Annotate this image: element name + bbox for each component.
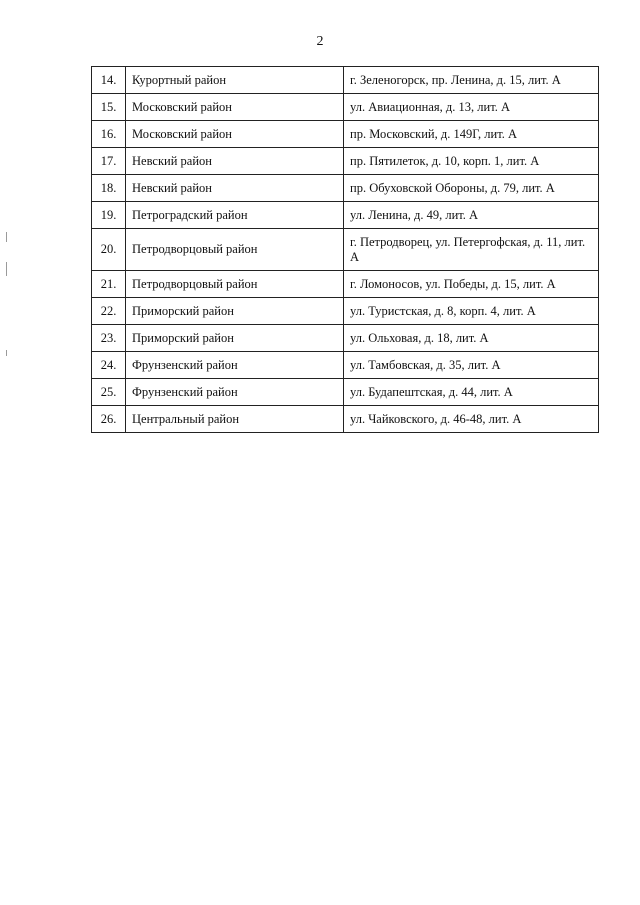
row-number: 19. [92, 202, 126, 229]
district-name: Петродворцовый район [126, 271, 344, 298]
district-name: Фрунзенский район [126, 352, 344, 379]
address: ул. Чайковского, д. 46-48, лит. А [344, 406, 599, 433]
row-number: 24. [92, 352, 126, 379]
district-name: Невский район [126, 175, 344, 202]
district-name: Центральный район [126, 406, 344, 433]
row-number: 21. [92, 271, 126, 298]
row-number: 22. [92, 298, 126, 325]
address: ул. Ленина, д. 49, лит. А [344, 202, 599, 229]
table-row [92, 271, 599, 298]
district-name: Петродворцовый район [126, 229, 344, 271]
row-number: 18. [92, 175, 126, 202]
table-row [92, 229, 599, 271]
row-number: 16. [92, 121, 126, 148]
district-name: Приморский район [126, 325, 344, 352]
scan-margin-mark [6, 262, 7, 276]
address: г. Петродворец, ул. Петергофская, д. 11, лит. А [344, 229, 599, 271]
table-row [92, 325, 599, 352]
table-row [92, 148, 599, 175]
table-row [92, 379, 599, 406]
scan-margin-mark [6, 350, 7, 356]
district-address-table [91, 66, 599, 433]
address: ул. Туристская, д. 8, корп. 4, лит. А [344, 298, 599, 325]
table-row [92, 67, 599, 94]
district-name: Невский район [126, 148, 344, 175]
address: г. Ломоносов, ул. Победы, д. 15, лит. А [344, 271, 599, 298]
table-row [92, 202, 599, 229]
table-row [92, 175, 599, 202]
address: пр. Пятилеток, д. 10, корп. 1, лит. А [344, 148, 599, 175]
row-number: 25. [92, 379, 126, 406]
table-row [92, 406, 599, 433]
address: пр. Обуховской Обороны, д. 79, лит. А [344, 175, 599, 202]
row-number: 17. [92, 148, 126, 175]
table-row [92, 352, 599, 379]
district-name: Курортный район [126, 67, 344, 94]
page-number: 2 [316, 34, 324, 49]
address: ул. Тамбовская, д. 35, лит. А [344, 352, 599, 379]
district-name: Московский район [126, 94, 344, 121]
row-number: 15. [92, 94, 126, 121]
row-number: 26. [92, 406, 126, 433]
address: г. Зеленогорск, пр. Ленина, д. 15, лит. А [344, 67, 599, 94]
row-number: 20. [92, 229, 126, 271]
address: ул. Будапештская, д. 44, лит. А [344, 379, 599, 406]
scan-margin-mark [6, 232, 7, 242]
district-name: Фрунзенский район [126, 379, 344, 406]
district-name: Московский район [126, 121, 344, 148]
table-row [92, 298, 599, 325]
row-number: 14. [92, 67, 126, 94]
table-row [92, 121, 599, 148]
table-row [92, 94, 599, 121]
row-number: 23. [92, 325, 126, 352]
district-name: Петроградский район [126, 202, 344, 229]
address: пр. Московский, д. 149Г, лит. А [344, 121, 599, 148]
address: ул. Ольховая, д. 18, лит. А [344, 325, 599, 352]
district-name: Приморский район [126, 298, 344, 325]
address: ул. Авиационная, д. 13, лит. А [344, 94, 599, 121]
